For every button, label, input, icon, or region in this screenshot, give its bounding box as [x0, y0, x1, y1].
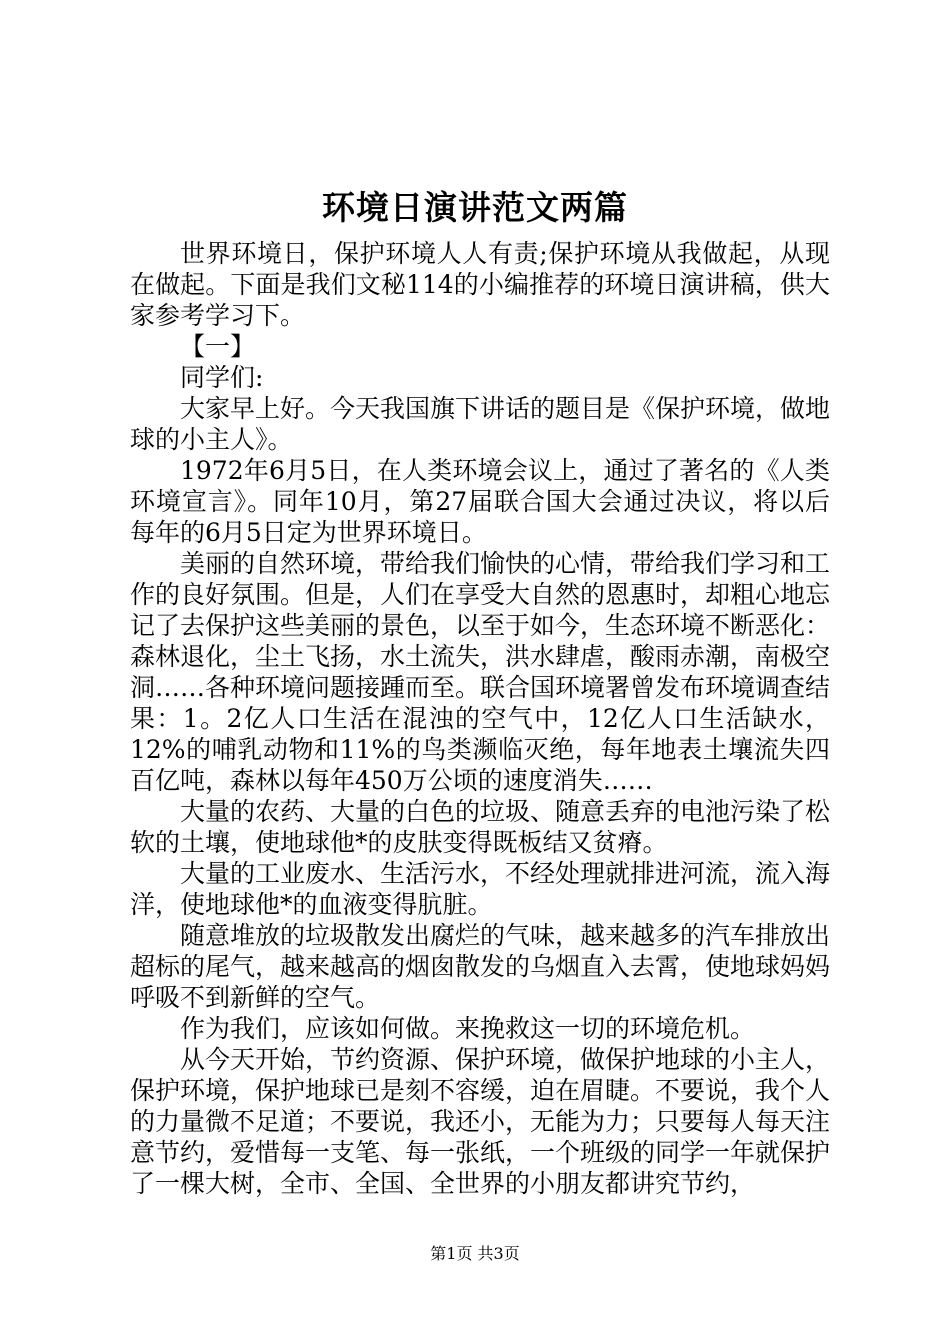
paragraph: 从今天开始，节约资源、保护环境，做保护地球的小主人，保护环境，保护地球已是刻不容缓，迫在眉睫。不要说，我个人的力量微不足道；不要说，我还小，无能为力；只要每人每天注意节约，爱惜每一支笔、每一张纸，一个班级的同学一年就保护了一棵大树，全市、全国、全世界的小朋友都讲究节约， — [130, 1045, 831, 1198]
paragraph: 作为我们，应该如何做。来挽救这一切的环境危机。 — [180, 1014, 756, 1043]
section-heading: 【一】 — [180, 332, 256, 361]
paragraph: 美丽的自然环境，带给我们愉快的心情，带给我们学习和工作的良好氛围。但是，人们在享受大自然的恩惠时，却粗心地忘记了去保护这些美丽的景色，以至于如今，生态环境不断恶化：森林退化，尘土飞扬，水土流失，洪水肆虐，酸雨赤潮，南极空洞……各种环境问题接踵而至。联合国环境署曾发布环境调查结果：1。2亿人口生活在混浊的空气中，12亿人口生活缺水，12%的哺乳动物和11%的鸟类濒临灭绝，每年地表土壤流失四百亿吨，森林以每年450万公顷的速度消失…… — [130, 549, 831, 795]
page-footer: 第1页 共3页 — [430, 1244, 520, 1263]
document-body — [130, 238, 830, 1199]
paragraph: 大量的工业废水、生活污水，不经处理就排进河流，流入海洋，使地球他*的血液变得肮脏。 — [130, 859, 831, 919]
document-title: 环境日演讲范文两篇 — [322, 188, 628, 227]
paragraph: 大家早上好。今天我国旗下讲话的题目是《保护环境，做地球的小主人》。 — [130, 394, 831, 454]
paragraph: 随意堆放的垃圾散发出腐烂的气味，越来越多的汽车排放出超标的尾气，越来越高的烟囱散发的乌烟直入去霄，使地球妈妈呼吸不到新鲜的空气。 — [130, 921, 831, 1012]
paragraph: 1972年6月5日，在人类环境会议上，通过了著名的《人类环境宣言》。同年10月，第27届联合国大会通过决议，将以后每年的6月5日定为世界环境日。 — [130, 456, 830, 547]
paragraph-intro: 世界环境日，保护环境人人有责;保护环境从我做起，从现在做起。下面是我们文秘114的小编推荐的环境日演讲稿，供大家参考学习下。 — [130, 239, 830, 330]
paragraph: 大量的农药、大量的白色的垃圾、随意丢弃的电池污染了松软的土壤，使地球他*的皮肤变得既板结又贫瘠。 — [130, 797, 831, 857]
paragraph-salutation: 同学们: — [180, 363, 264, 392]
